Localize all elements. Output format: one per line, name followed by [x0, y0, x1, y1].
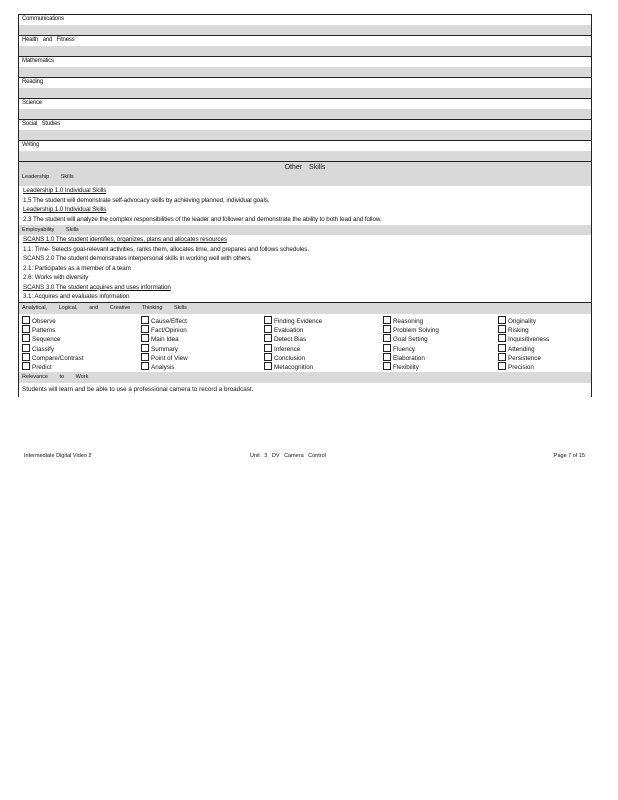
checkbox-icon[interactable]	[264, 316, 272, 324]
checkbox-item[interactable]: Analysis	[141, 362, 188, 371]
relevance-header: Relevance to Work	[19, 372, 591, 383]
subject-row	[19, 141, 591, 162]
checkbox-icon[interactable]	[22, 353, 30, 361]
checkbox-icon[interactable]	[141, 316, 149, 324]
checklist-column	[264, 316, 322, 372]
checkbox-item[interactable]: Elaboration	[383, 353, 439, 362]
curriculum-table	[18, 14, 592, 397]
checkbox-item[interactable]: Fact/Opinion	[141, 325, 188, 334]
checkbox-item[interactable]: Originality	[498, 316, 549, 325]
subject-row	[19, 15, 591, 36]
checkbox-icon[interactable]	[141, 362, 149, 370]
checkbox-icon[interactable]	[22, 325, 30, 333]
leadership-objective: 2.3 The student will analyze the complex responsibilities of the leader and follower and demonstrate the ability to both lead and follow.	[23, 215, 382, 223]
checkbox-icon[interactable]	[498, 344, 506, 352]
checkbox-item[interactable]: Patterns	[22, 325, 83, 334]
checkbox-item[interactable]: Inquisitiveness	[498, 334, 549, 343]
checkbox-icon[interactable]	[383, 316, 391, 324]
checkbox-icon[interactable]	[383, 362, 391, 370]
scans-objective: 2.1: Participates as a member of a team	[23, 264, 131, 272]
scans-standard: SCANS 3.0 The student acquires and uses information	[23, 283, 171, 291]
checkbox-item[interactable]: Flexibility	[383, 362, 439, 371]
checkbox-icon[interactable]	[383, 344, 391, 352]
checkbox-item[interactable]: Conclusion	[264, 353, 322, 362]
subject-label: Mathematics	[22, 58, 54, 64]
scans-objective: 2.6: Works with diversity	[23, 274, 89, 281]
scans-standard: SCANS 1.0 The student identifies, organizes, plans and allocates resources	[23, 236, 227, 243]
checkbox-item[interactable]: Risking	[498, 325, 549, 334]
leadership-standard: Leadership 1.0 Individual Skills	[23, 206, 107, 213]
checkbox-item[interactable]: Predict	[22, 362, 83, 371]
relevance-text: Students will learn and be able to use a professional camera to record a broadcast.	[22, 385, 254, 393]
scans-objective: 3.1: Acquires and evaluates information	[23, 293, 130, 300]
other-skills-title: Other Skills	[284, 164, 326, 171]
footer-course: Intermediate Digital Video 2	[24, 453, 92, 459]
checkbox-icon[interactable]	[498, 362, 506, 370]
checkbox-item[interactable]: Attending	[498, 344, 549, 353]
employability-skills-header: Employability Skills	[19, 224, 591, 235]
checklist-column	[498, 316, 549, 372]
checklist-column	[22, 316, 83, 372]
checkbox-item[interactable]: Problem Solving	[383, 325, 439, 334]
subject-row	[19, 36, 591, 57]
subject-row	[19, 57, 591, 78]
checkbox-item[interactable]: Fluency	[383, 344, 439, 353]
checkbox-icon[interactable]	[498, 316, 506, 324]
checkbox-icon[interactable]	[22, 344, 30, 352]
footer-page: Page 7 of 15	[553, 453, 585, 459]
checkbox-icon[interactable]	[264, 325, 272, 333]
subject-label: Science	[22, 100, 42, 106]
thinking-skills-checklist	[19, 314, 591, 372]
leadership-skills-header: Leadership Skills	[22, 174, 74, 180]
checkbox-icon[interactable]	[264, 344, 272, 352]
checkbox-item[interactable]: Main Idea	[141, 334, 188, 343]
subject-label: Social Studies	[22, 121, 61, 127]
subject-label: Health and Fitness	[22, 37, 75, 43]
checkbox-item[interactable]: Observe	[22, 316, 83, 325]
subject-row	[19, 120, 591, 141]
checkbox-icon[interactable]	[141, 325, 149, 333]
checkbox-icon[interactable]	[383, 325, 391, 333]
subject-row	[19, 99, 591, 120]
checkbox-icon[interactable]	[22, 316, 30, 324]
checkbox-icon[interactable]	[383, 334, 391, 342]
checkbox-item[interactable]: Precision	[498, 362, 549, 371]
checkbox-icon[interactable]	[498, 334, 506, 342]
scans-standard: SCANS 2.0 The student demonstrates interpersonal skills in working well with others.	[23, 255, 252, 262]
checkbox-item[interactable]: Metacognition	[264, 362, 322, 371]
checkbox-icon[interactable]	[141, 344, 149, 352]
checkbox-icon[interactable]	[141, 353, 149, 361]
checkbox-icon[interactable]	[264, 353, 272, 361]
footer-unit: Unit 3 DV Camera Control	[250, 453, 326, 459]
other-skills-header	[19, 162, 591, 186]
checkbox-icon[interactable]	[383, 353, 391, 361]
checkbox-item[interactable]: Goal Setting	[383, 334, 439, 343]
checkbox-icon[interactable]	[22, 334, 30, 342]
checkbox-item[interactable]: Finding Evidence	[264, 316, 322, 325]
checkbox-item[interactable]: Detect Bias	[264, 334, 322, 343]
checkbox-item[interactable]: Reasoning	[383, 316, 439, 325]
subject-row	[19, 78, 591, 99]
checkbox-item[interactable]: Cause/Effect	[141, 316, 188, 325]
checkbox-item[interactable]: Persistence	[498, 353, 549, 362]
subject-label: Writing	[22, 142, 40, 148]
checkbox-item[interactable]: Compare/Contrast	[22, 353, 83, 362]
checkbox-icon[interactable]	[141, 334, 149, 342]
checkbox-item[interactable]: Inference	[264, 344, 322, 353]
checkbox-item[interactable]: Sequence	[22, 334, 83, 343]
checkbox-icon[interactable]	[264, 362, 272, 370]
checkbox-icon[interactable]	[498, 353, 506, 361]
subject-label: Communications	[22, 16, 64, 22]
checkbox-icon[interactable]	[498, 325, 506, 333]
checklist-column	[141, 316, 188, 372]
leadership-objective: 1.5 The student will demonstrate self-advocacy skills by achieving planned, individual goals.	[23, 196, 270, 204]
checkbox-item[interactable]: Evaluation	[264, 325, 322, 334]
checkbox-item[interactable]: Summary	[141, 344, 188, 353]
checklist-column	[383, 316, 439, 372]
scans-objective: 1.1: Time- Selects goal-relevant activities, ranks them, allocates time, and prepares and follows schedules.	[23, 245, 309, 253]
checkbox-icon[interactable]	[264, 334, 272, 342]
checkbox-item[interactable]: Point of View	[141, 353, 188, 362]
leadership-standard: Leadership 1.0 Individual Skills	[23, 187, 107, 194]
subject-label: Reading	[22, 79, 43, 85]
checkbox-icon[interactable]	[22, 362, 30, 370]
thinking-skills-header: Analytical, Logical, and Creative Thinking Skills	[19, 302, 591, 314]
checkbox-item[interactable]: Classify	[22, 344, 83, 353]
